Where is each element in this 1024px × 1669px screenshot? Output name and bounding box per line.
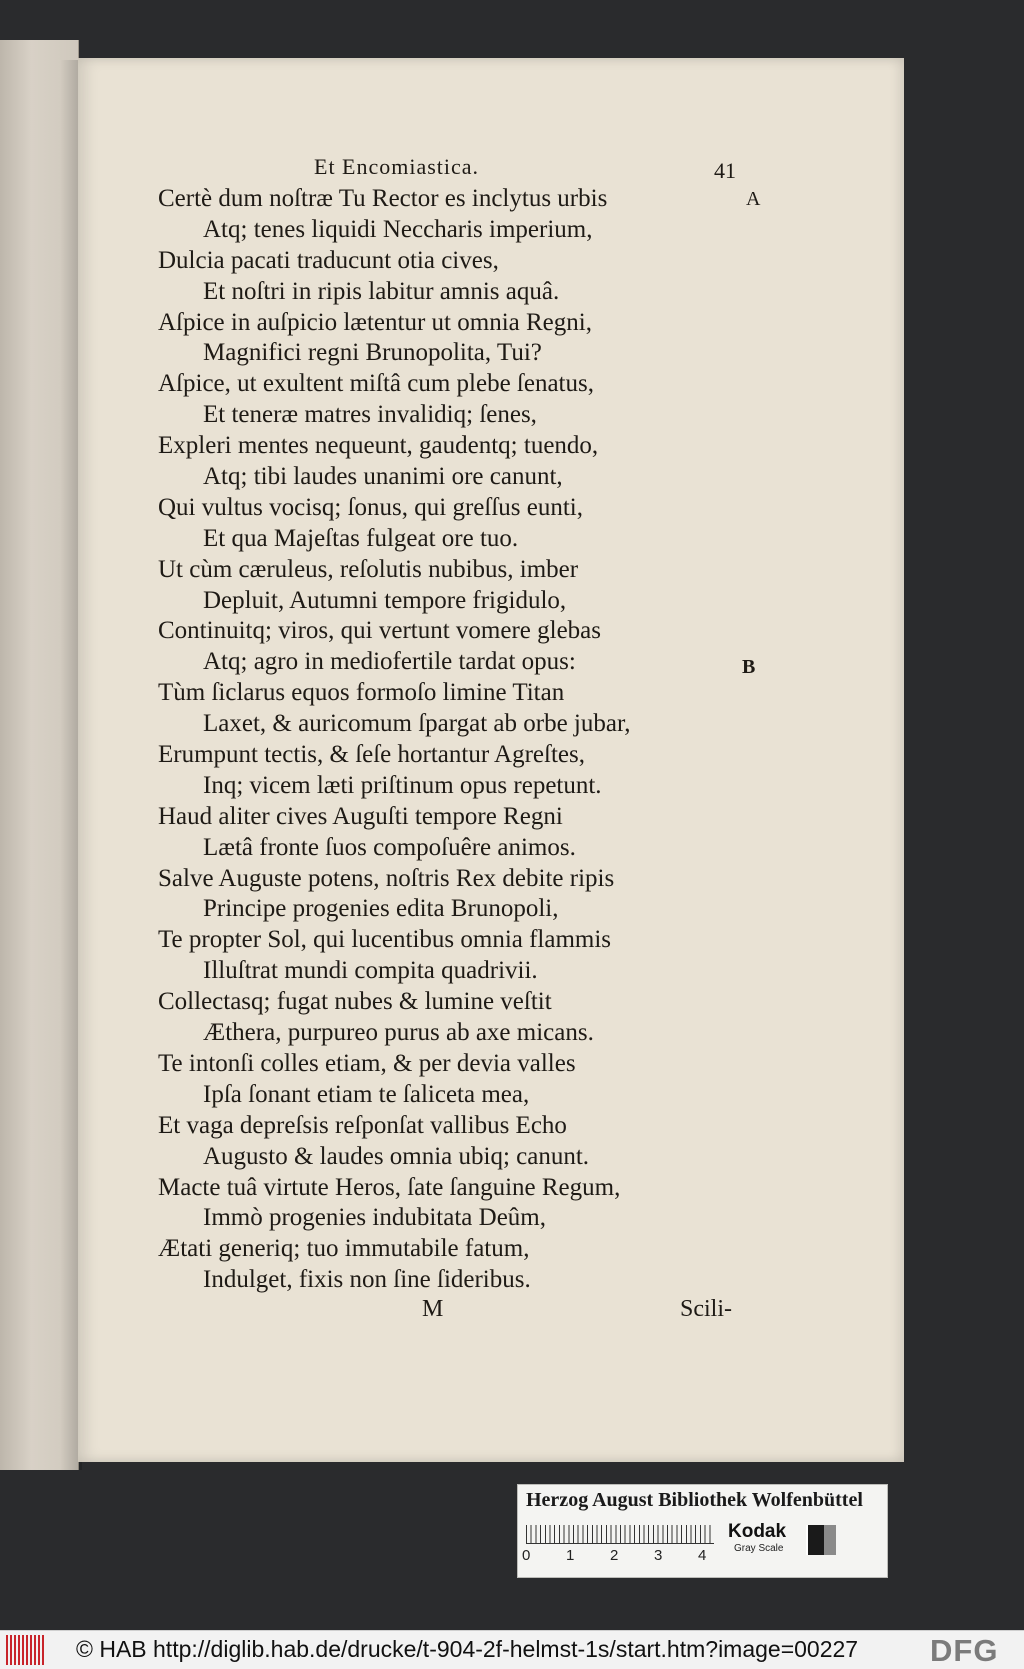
black-swatch (808, 1525, 824, 1555)
verse-line: Indulget, fixis non ſine ſideribus. (203, 1266, 531, 1294)
verse-block (158, 184, 761, 1296)
verse-line: Ut cùm cæruleus, reſolutis nubibus, imber (158, 555, 579, 583)
running-head: Et Encomiastica. (314, 154, 480, 179)
permalink-text[interactable]: © HAB http://diglib.hab.de/drucke/t-904-2f-helmst-1s/start.htm?image=00227 (76, 1636, 859, 1662)
verse-line: Depluit, Autumni tempore frigidulo, (203, 586, 567, 614)
verse-line: Qui vultus vocisq; ſonus, qui greſſus eunti, (158, 493, 583, 521)
library-name: Herzog August Bibliothek Wolfenbüttel (526, 1489, 863, 1511)
verse-line: Lætâ fronte ſuos compoſuêre animos. (203, 833, 576, 861)
verse-line: Aſpice, ut exultent miſtâ cum plebe ſenatus, (158, 370, 594, 398)
verse-line: Erumpunt tectis, & ſeſe hortantur Agreſtes, (158, 741, 585, 769)
scale-ruler (526, 1525, 714, 1544)
margin-mark-a: A (746, 188, 761, 210)
verse-line: Continuitq; viros, qui vertunt vomere glebas (158, 617, 601, 645)
verse-line: Te propter Sol, qui lucentibus omnia flammis (158, 926, 612, 954)
verse-line: Te intonſi colles etiam, & per devia valles (158, 1049, 576, 1077)
verse-line: Atq; agro in mediofertile tardat opus: (203, 648, 576, 676)
verse-line: Immò progenies indubitata Deûm, (203, 1204, 546, 1232)
verse-line: Magnifici regni Brunopolita, Tui? (203, 339, 542, 367)
verse-line: Ipſa ſonant etiam te ſaliceta mea, (203, 1080, 530, 1108)
margin-mark-b: B (742, 656, 756, 678)
verse-line: Æthera, purpureo purus ab axe micans. (203, 1019, 594, 1047)
verse-line: Laxet, & auricomum ſpargat ab orbe jubar, (203, 710, 631, 738)
verse-line: Aſpice in auſpicio lætentur ut omnia Regni, (158, 308, 592, 336)
color-scale-card (517, 1484, 888, 1578)
gray-swatch (824, 1525, 836, 1555)
verse-line: Salve Auguste potens, noſtris Rex debite ripis (158, 864, 615, 892)
footer-bar (0, 1630, 1024, 1669)
verse-line: Augusto & laudes omnia ubiq; canunt. (203, 1142, 590, 1170)
ruler-label: 1 (566, 1547, 575, 1564)
verse-line: Inq; vicem læti priſtinum opus repetunt. (203, 771, 602, 799)
ruler-label: 4 (698, 1547, 707, 1564)
verse-line: Atq; tenes liquidi Neccharis imperium, (203, 215, 593, 243)
dfg-logo: DFG (930, 1633, 999, 1668)
verse-line: Et qua Majeſtas fulgeat ore tuo. (203, 524, 519, 552)
verse-line: Tùm ſiclarus equos formoſo limine Titan (158, 679, 565, 707)
verse-line: Expleri mentes nequeunt, gaudentq; tuendo, (158, 432, 599, 460)
ruler-label: 0 (522, 1547, 531, 1564)
catchword: Scili- (680, 1296, 732, 1322)
verse-line: Collectasq; fugat nubes & lumine veſtit (158, 988, 552, 1016)
hab-barcode-icon (6, 1635, 46, 1665)
signature-mark: M (422, 1296, 444, 1322)
verse-line: Et vaga depreſsis reſponſat vallibus Echo (158, 1111, 567, 1139)
verse-line: Dulcia pacati traducunt otia cives, (158, 246, 499, 274)
gray-scale-label: Gray Scale (734, 1543, 784, 1554)
kodak-logo: Kodak (728, 1521, 787, 1542)
ruler-label: 3 (654, 1547, 663, 1564)
verse-line: Haud aliter cives Auguſti tempore Regni (158, 802, 563, 830)
book-page (78, 58, 904, 1462)
page-number: 41 (714, 158, 736, 183)
verse-line: Et teneræ matres invalidiq; ſenes, (203, 401, 537, 429)
verse-line: Et noſtri in ripis labitur amnis aquâ. (203, 277, 560, 305)
verse-line: Illuſtrat mundi compita quadrivii. (203, 957, 538, 985)
verse-line: Ætati generiq; tuo immutabile fatum, (158, 1235, 530, 1263)
verse-line: Principe progenies edita Brunopoli, (203, 895, 559, 923)
verse-line: Atq; tibi laudes unanimi ore canunt, (203, 463, 563, 491)
ruler-label: 2 (610, 1547, 619, 1564)
verse-line: Certè dum noſtræ Tu Rector es inclytus urbis (158, 185, 608, 212)
verse-line: Macte tuâ virtute Heros, ſate ſanguine Regum, (158, 1173, 621, 1201)
